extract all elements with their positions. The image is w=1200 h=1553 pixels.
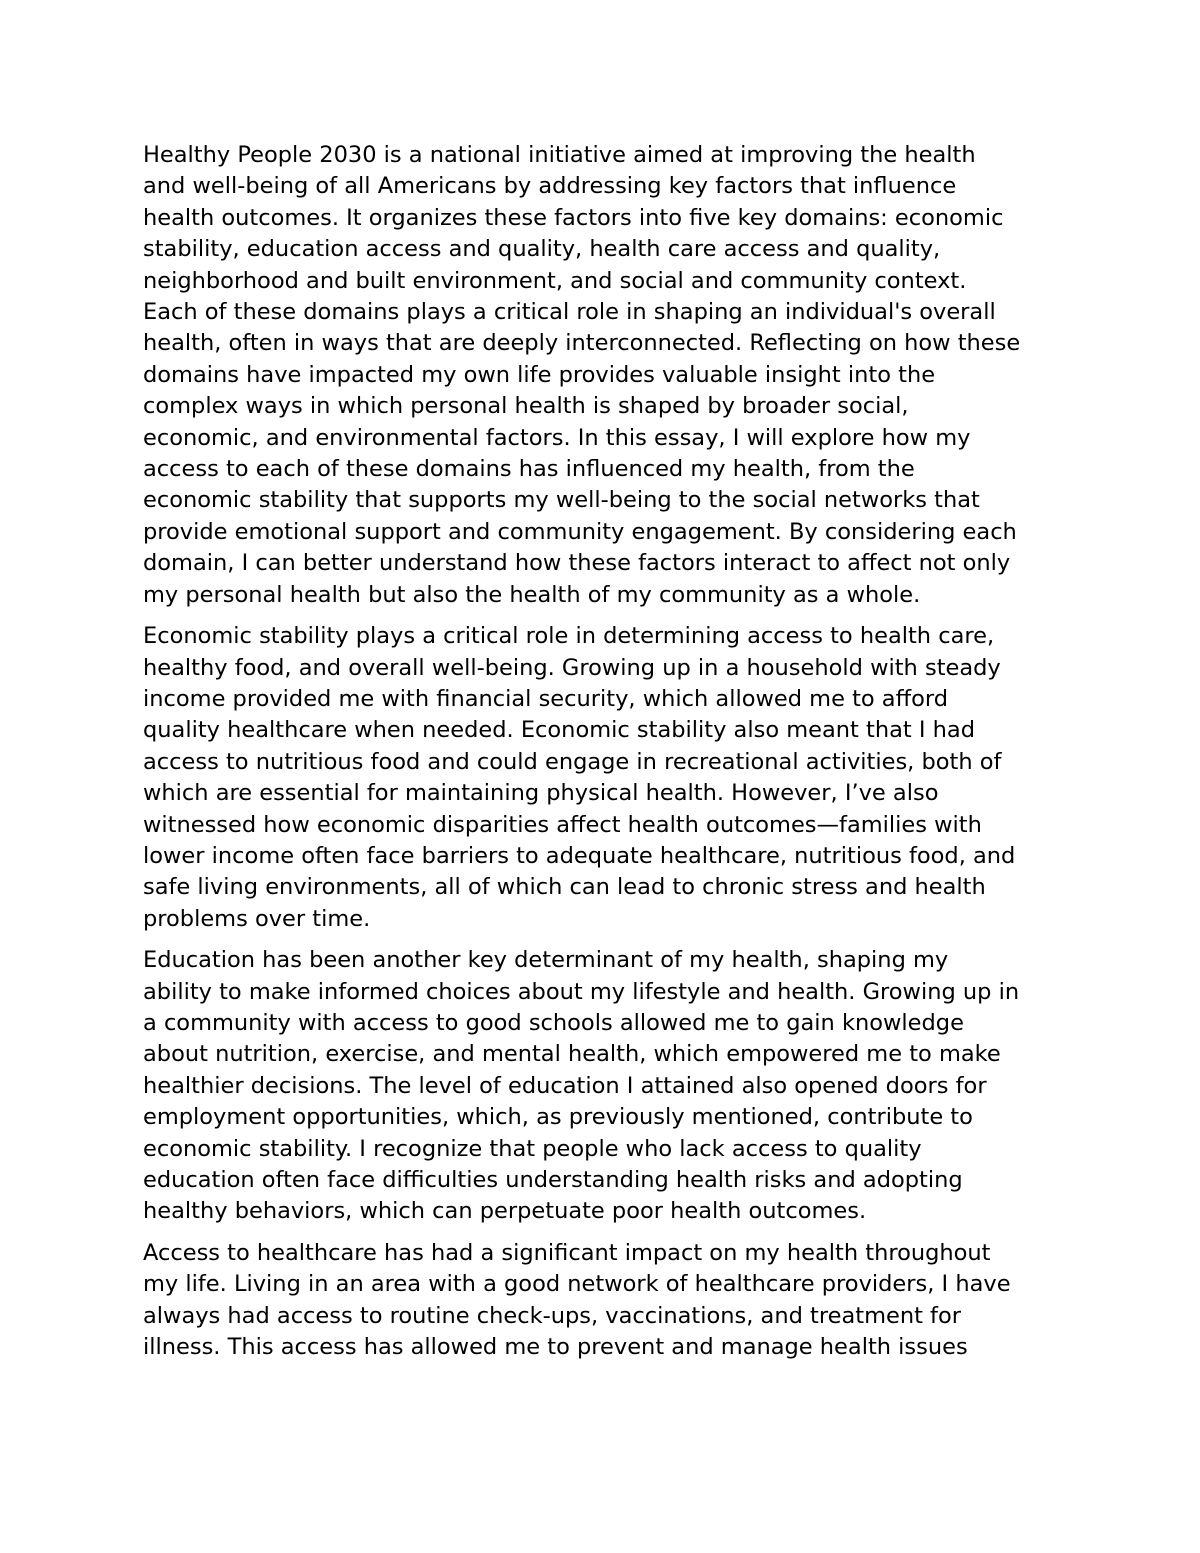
text-line: illness. This access has allowed me to prevent and manage health issues [143,1334,968,1361]
text-line: education often face difficulties understanding health risks and adopting [143,1167,963,1193]
text-line: about nutrition, exercise, and mental health, which empowered me to make [143,1041,1001,1068]
text-line: employment opportunities, which, as previously mentioned, contribute to [143,1104,973,1131]
paragraph-4 [143,1238,1068,1364]
text-line: income provided me with financial security, which allowed me to afford [143,685,949,712]
text-line: access to each of these domains has influenced my health, from the [143,456,915,483]
text-line: Each of these domains plays a critical role in shaping an individual's overall [143,299,996,326]
text-line: neighborhood and built environment, and social and community context. [143,267,967,294]
paragraph-3 [143,945,1068,1228]
text-line: witnessed how economic disparities affect health outcomes—families with [143,811,982,838]
text-line: ability to make informed choices about my lifestyle and health. Growing up in [143,978,1020,1005]
text-line: quality healthcare when needed. Economic stability also meant that I had [143,717,975,744]
text-line: healthier decisions. The level of education I attained also opened doors for [143,1072,987,1099]
text-line: domains have impacted my own life provides valuable insight into the [143,361,936,388]
text-line: my life. Living in an area with a good network of healthcare providers, I have [143,1271,1011,1298]
text-line: lower income often face barriers to adequate healthcare, nutritious food, and [143,842,1016,869]
text-line: which are essential for maintaining physical health. However, I’ve also [143,780,939,807]
text-line: access to nutritious food and could engage in recreational activities, both of [143,748,1002,775]
text-line: Access to healthcare has had a significant impact on my health throughout [143,1239,991,1266]
text-line: healthy food, and overall well-being. Growing up in a household with steady [143,654,1001,681]
text-line: stability, education access and quality, health care access and quality, [143,236,941,263]
text-line: safe living environments, all of which can lead to chronic stress and health [143,874,986,901]
text-line: my personal health but also the health of my community as a whole. [143,581,921,608]
text-line: a community with access to good schools allowed me to gain knowledge [143,1009,964,1036]
text-line: economic, and environmental factors. In this essay, I will explore how my [143,424,971,451]
text-line: economic stability. I recognize that people who lack access to quality [143,1135,922,1162]
text-line: and well-being of all Americans by addressing key factors that influence [143,173,957,200]
text-line: Healthy People 2030 is a national initiative aimed at improving the health [143,142,976,168]
paragraph-1 [143,140,1068,611]
text-line: Economic stability plays a critical role in determining access to health care, [143,623,995,650]
text-line: domain, I can better understand how these factors interact to affect not only [143,550,1011,577]
text-line: health outcomes. It organizes these factors into five key domains: economic [143,204,1004,231]
text-line: healthy behaviors, which can perpetuate poor health outcomes. [143,1198,867,1225]
text-line: health, often in ways that are deeply interconnected. Reflecting on how these [143,330,1021,357]
document-body [143,140,1068,1373]
text-line: economic stability that supports my well-being to the social networks that [143,487,980,514]
text-line: provide emotional support and community engagement. By considering each [143,518,1017,545]
text-line: complex ways in which personal health is shaped by broader social, [143,393,909,420]
text-line: problems over time. [143,905,371,932]
text-line: always had access to routine check-ups, vaccinations, and treatment for [143,1302,961,1329]
text-line: Education has been another key determinant of my health, shaping my [143,947,949,974]
paragraph-2 [143,621,1068,935]
